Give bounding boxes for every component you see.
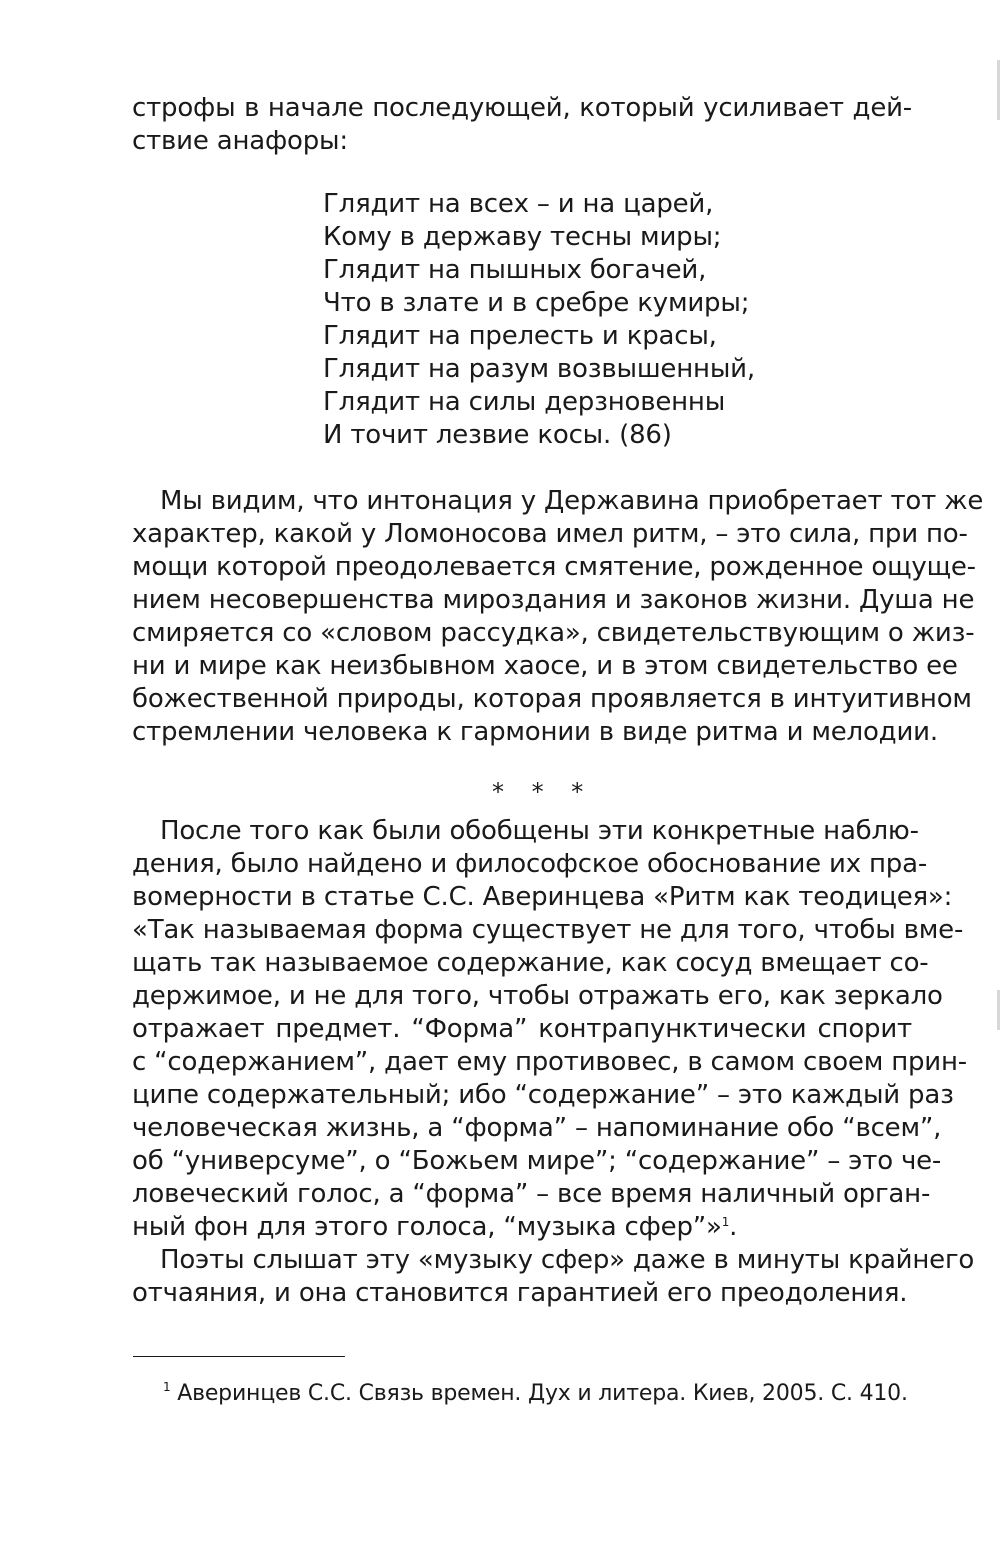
paragraph-2-line-8: с “содержанием”, дает ему противовес, в самом своем прин-: [132, 1047, 967, 1077]
paragraph-2-line-3: вомерности в статье С.С. Аверинцева «Ритм как теодицея»:: [132, 882, 953, 912]
footnote-reference[interactable]: 1: [721, 1215, 730, 1229]
footnote-number: 1: [163, 1380, 171, 1394]
paragraph-2-line-1: После того как были обобщены эти конкретные наблю-: [160, 816, 919, 846]
paragraph-3-line-1: Поэты слышат эту «музыку сфер» даже в минуты крайнего: [160, 1245, 975, 1275]
paragraph-2-line-7: отражает предмет. “Форма” контрапунктически спорит: [132, 1014, 912, 1044]
paragraph-2-line-13-text: ный фон для этого голоса, “музыка сфер”»: [132, 1212, 722, 1242]
paragraph-1-line-8: стремлении человека к гармонии в виде ритма и мелодии.: [132, 717, 938, 747]
poem-line-8: И точит лезвие косы. (86): [323, 420, 672, 450]
footnote-divider: [133, 1356, 345, 1357]
footnote-text: Аверинцев С.С. Связь времен. Дух и литера. Киев, 2005. С. 410.: [177, 1381, 908, 1406]
paragraph-2-line-10: человеческая жизнь, а “форма” – напоминание обо “всем”,: [132, 1113, 942, 1143]
intro-line-2: ствие анафоры:: [132, 126, 348, 156]
paragraph-1-line-3: мощи которой преодолевается смятение, рожденное ощуще-: [132, 552, 976, 582]
paragraph-2-line-6: держимое, и не для того, чтобы отражать его, как зеркало: [132, 981, 943, 1011]
poem-line-2: Кому в державу тесны миры;: [323, 222, 722, 252]
paragraph-1-line-7: божественной природы, которая проявляется в интуитивном: [132, 684, 972, 714]
paragraph-2-line-4: «Так называемая форма существует не для того, чтобы вме-: [132, 915, 964, 945]
paragraph-1-line-2: характер, какой у Ломоносова имел ритм, – это сила, при по-: [132, 519, 968, 549]
poem-line-3: Глядит на пышных богачей,: [323, 255, 707, 285]
paragraph-2-line-2: дения, было найдено и философское обоснование их пра-: [132, 849, 928, 879]
paragraph-2-line-11: об “универсуме”, о “Божьем мире”; “содержание” – это че-: [132, 1146, 942, 1176]
paragraph-3-line-2: отчаяния, и она становится гарантией его преодоления.: [132, 1278, 908, 1308]
poem-line-1: Глядит на всех – и на царей,: [323, 189, 714, 219]
poem-line-4: Что в злате и в сребре кумиры;: [323, 288, 750, 318]
poem-line-5: Глядит на прелесть и красы,: [323, 321, 717, 351]
intro-line-1: строфы в начале последующей, который усиливает дей-: [132, 93, 912, 123]
paragraph-1-line-5: смиряется со «словом рассудка», свидетельствующим о жиз-: [132, 618, 975, 648]
poem-line-7: Глядит на силы дерзновенны: [323, 387, 726, 417]
paragraph-2-line-13: ный фон для этого голоса, “музыка сфер”»$^1$.: [132, 1212, 738, 1242]
paragraph-2-line-5: щать так называемое содержание, как сосуд вмещает со-: [132, 948, 929, 978]
paragraph-1-line-6: ни и мире как неизбывном хаосе, и в этом свидетельство ее: [132, 651, 958, 681]
poem-line-6: Глядит на разум возвышенный,: [323, 354, 755, 384]
paragraph-2-line-12: ловеческий голос, а “форма” – все время наличный орган-: [132, 1179, 931, 1209]
paragraph-2-line-9: ципе содержательный; ибо “содержание” – это каждый раз: [132, 1080, 954, 1110]
footnote: [163, 1380, 908, 1408]
section-separator: * * *: [492, 778, 594, 806]
paragraph-1-line-1: Мы видим, что интонация у Державина приобретает тот же: [160, 486, 984, 516]
paragraph-1-line-4: нием несовершенства мироздания и законов жизни. Душа не: [132, 585, 975, 615]
